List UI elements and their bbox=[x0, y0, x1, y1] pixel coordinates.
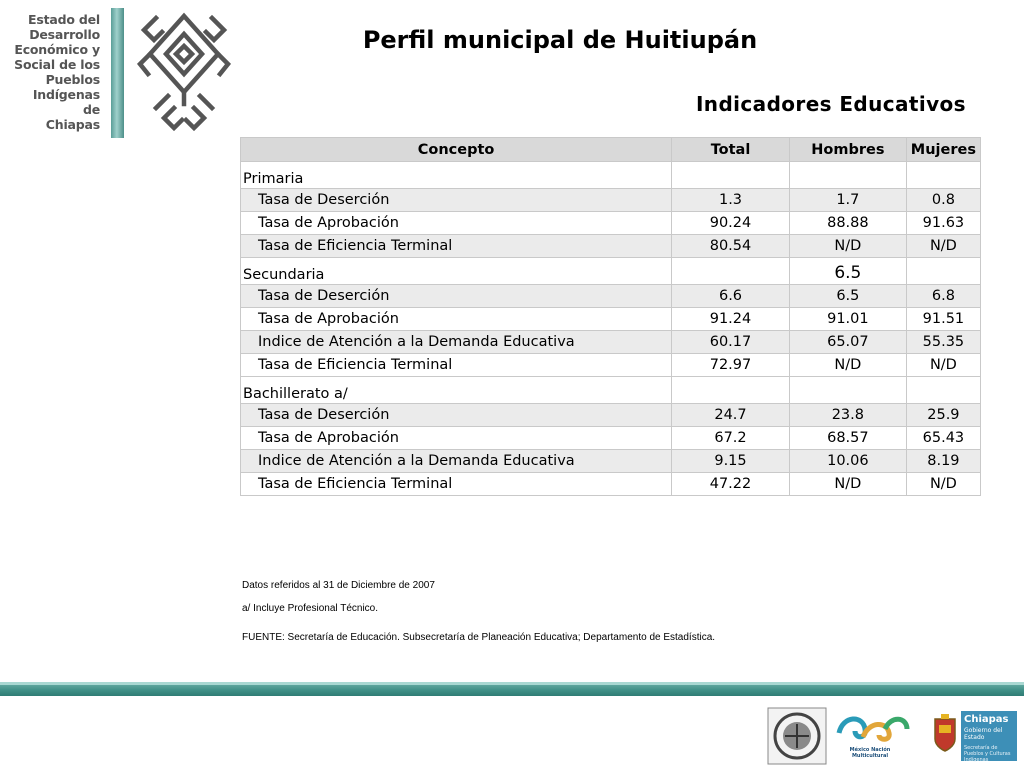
footer-logos bbox=[765, 703, 1020, 765]
cell-hombres: 10.06 bbox=[789, 450, 906, 473]
cell-mujeres: 91.63 bbox=[906, 212, 980, 235]
multicultural-swirl-icon bbox=[833, 709, 913, 747]
table-row bbox=[241, 450, 981, 473]
cell-total bbox=[672, 258, 790, 285]
cell-concepto: Tasa de Deserción bbox=[241, 404, 672, 427]
cell-concepto: Tasa de Aprobación bbox=[241, 427, 672, 450]
institution-name-line: Social de los bbox=[14, 57, 100, 72]
table-row bbox=[241, 404, 981, 427]
cell-hombres: 6.5 bbox=[789, 285, 906, 308]
cell-total bbox=[672, 162, 790, 189]
header-hombres: Hombres bbox=[789, 138, 906, 162]
cell-concepto: Indice de Atención a la Demanda Educativa bbox=[241, 331, 672, 354]
cell-hombres bbox=[789, 162, 906, 189]
cell-mujeres: N/D bbox=[906, 235, 980, 258]
indigenous-pattern-logo bbox=[134, 8, 234, 136]
institution-name-line: Económico y bbox=[14, 42, 100, 57]
institution-name-line: Pueblos bbox=[45, 72, 100, 87]
cell-mujeres: 65.43 bbox=[906, 427, 980, 450]
header-total: Total bbox=[672, 138, 790, 162]
cell-total: 80.54 bbox=[672, 235, 790, 258]
cell-hombres bbox=[789, 377, 906, 404]
chiapas-department: Secretaría de Pueblos y Culturas Indígenas bbox=[964, 745, 1011, 763]
cell-hombres: 1.7 bbox=[789, 189, 906, 212]
chiapas-government-logo bbox=[961, 711, 1017, 761]
table-row bbox=[241, 258, 981, 285]
chiapas-word: Chiapas bbox=[964, 714, 1009, 725]
cell-concepto: Tasa de Deserción bbox=[241, 189, 672, 212]
education-indicators-table bbox=[240, 137, 981, 496]
table-row bbox=[241, 235, 981, 258]
cell-total: 1.3 bbox=[672, 189, 790, 212]
table-header-row bbox=[241, 138, 981, 162]
institution-name-line: Indígenas de bbox=[32, 87, 100, 117]
cell-total: 91.24 bbox=[672, 308, 790, 331]
header-mujeres: Mujeres bbox=[906, 138, 980, 162]
cell-concepto: Tasa de Eficiencia Terminal bbox=[241, 473, 672, 496]
cell-concepto: Indice de Atención a la Demanda Educativa bbox=[241, 450, 672, 473]
table-row bbox=[241, 427, 981, 450]
cell-total: 9.15 bbox=[672, 450, 790, 473]
cell-total: 67.2 bbox=[672, 427, 790, 450]
cell-hombres: N/D bbox=[789, 354, 906, 377]
cell-mujeres: N/D bbox=[906, 354, 980, 377]
cell-mujeres bbox=[906, 377, 980, 404]
cell-mujeres bbox=[906, 162, 980, 189]
cell-mujeres: 55.35 bbox=[906, 331, 980, 354]
chiapas-shield-icon bbox=[933, 713, 957, 753]
cell-mujeres: N/D bbox=[906, 473, 980, 496]
multicultural-label: México Nación Multicultural bbox=[849, 747, 891, 759]
cell-mujeres: 0.8 bbox=[906, 189, 980, 212]
cell-hombres: 88.88 bbox=[789, 212, 906, 235]
header-concepto: Concepto bbox=[241, 138, 672, 162]
cell-concepto: Primaria bbox=[241, 162, 672, 189]
chiapas-subtitle: Gobierno del Estado bbox=[964, 727, 1003, 741]
cell-total: 72.97 bbox=[672, 354, 790, 377]
table-row bbox=[241, 189, 981, 212]
cell-mujeres: 25.9 bbox=[906, 404, 980, 427]
cell-total: 90.24 bbox=[672, 212, 790, 235]
table-row bbox=[241, 473, 981, 496]
cell-total bbox=[672, 377, 790, 404]
table-row bbox=[241, 308, 981, 331]
footnote: a/ Incluye Profesional Técnico. bbox=[242, 603, 379, 614]
cell-total: 24.7 bbox=[672, 404, 790, 427]
table-row bbox=[241, 162, 981, 189]
table-row bbox=[241, 354, 981, 377]
institution-name bbox=[14, 12, 100, 132]
cell-concepto: Secundaria bbox=[241, 258, 672, 285]
cell-hombres: 23.8 bbox=[789, 404, 906, 427]
cell-hombres: 68.57 bbox=[789, 427, 906, 450]
table-row bbox=[241, 285, 981, 308]
cell-concepto: Tasa de Eficiencia Terminal bbox=[241, 235, 672, 258]
section-subtitle: Indicadores Educativos bbox=[695, 92, 966, 116]
cell-concepto: Tasa de Deserción bbox=[241, 285, 672, 308]
brand-accent-bar bbox=[111, 8, 124, 138]
table-row bbox=[241, 377, 981, 404]
institution-name-line: Desarrollo bbox=[29, 27, 100, 42]
cell-total: 47.22 bbox=[672, 473, 790, 496]
cell-total: 60.17 bbox=[672, 331, 790, 354]
table-row bbox=[241, 331, 981, 354]
unam-seal-icon bbox=[767, 707, 827, 765]
cell-concepto: Bachillerato a/ bbox=[241, 377, 672, 404]
cell-mujeres bbox=[906, 258, 980, 285]
cell-total: 6.6 bbox=[672, 285, 790, 308]
source-note: FUENTE: Secretaría de Educación. Subsecretaría de Planeación Educativa; Departamento de Estadística. bbox=[242, 632, 716, 643]
cell-mujeres: 6.8 bbox=[906, 285, 980, 308]
cell-concepto: Tasa de Aprobación bbox=[241, 212, 672, 235]
cell-hombres: 65.07 bbox=[789, 331, 906, 354]
cell-concepto: Tasa de Eficiencia Terminal bbox=[241, 354, 672, 377]
footer-band-highlight bbox=[0, 682, 1024, 685]
cell-hombres: N/D bbox=[789, 235, 906, 258]
date-note: Datos referidos al 31 de Diciembre de 2007 bbox=[242, 580, 435, 591]
institution-name-line: Chiapas bbox=[45, 117, 100, 132]
cell-mujeres: 8.19 bbox=[906, 450, 980, 473]
page-title: Perfil municipal de Huitiupán bbox=[362, 26, 758, 54]
table-row bbox=[241, 212, 981, 235]
cell-hombres: 6.5 bbox=[789, 258, 906, 285]
cell-hombres: 91.01 bbox=[789, 308, 906, 331]
institution-name-line: Estado del bbox=[28, 12, 100, 27]
cell-hombres: N/D bbox=[789, 473, 906, 496]
cell-mujeres: 91.51 bbox=[906, 308, 980, 331]
cell-concepto: Tasa de Aprobación bbox=[241, 308, 672, 331]
